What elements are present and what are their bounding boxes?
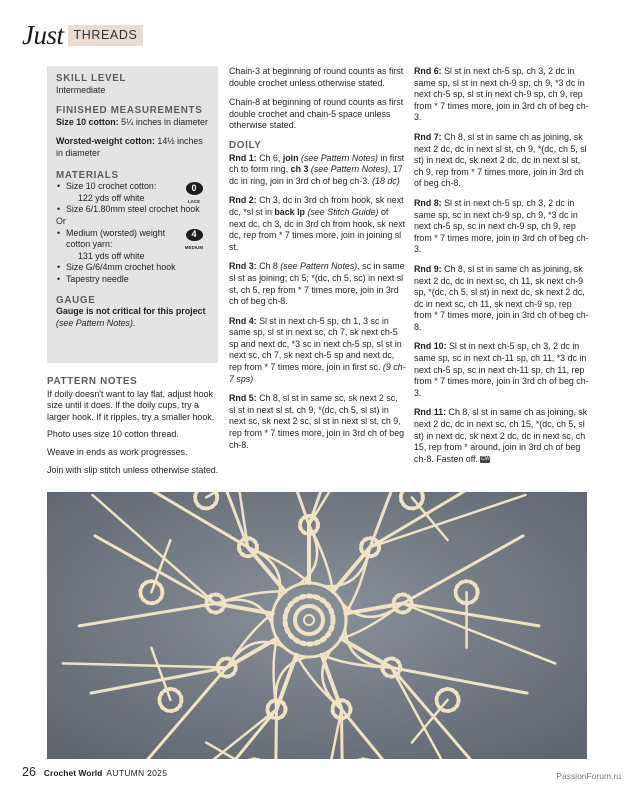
magazine-title: Crochet World <box>43 768 103 778</box>
page-footer <box>22 765 167 779</box>
instructions-column-1 <box>229 66 406 459</box>
gauge-heading: GAUGE <box>56 294 96 306</box>
note-paragraph: Photo uses size 10 cotton thread. <box>47 429 179 440</box>
note-paragraph: Join with slip stitch unless otherwise stated. <box>47 464 219 475</box>
yarn-weight-medium-icon: 4 MEDIUM <box>184 228 204 250</box>
material-item: • Tapestry needle <box>56 274 210 286</box>
materials-group-thread <box>56 181 210 216</box>
materials-group-yarn <box>56 228 210 286</box>
note-paragraph: Weave in ends as work progresses. <box>47 446 188 457</box>
doily-photo <box>47 492 587 759</box>
round-2: Rnd 2: Ch 3, dc in 3rd ch from hook, sk next dc, *sl st in back lp (see Stitch Guide) of next dc, ch 3, dc in 3rd ch from hook, sk next dc, rep from * 7 times more, join in joining sl st. <box>229 195 406 252</box>
round-6: Rnd 6: Sl st in next ch-5 sp, ch 3, 2 dc in same sp, sl st in next ch-9 sp, ch 9, *3 dc in next ch-5 sp, sl st in next ch-9 sp, ch 9, rep from * 7 times more, join in 3rd ch of beg ch-3. <box>414 66 589 123</box>
round-1: Rnd 1: Ch 6, join (see Pattern Notes) in first ch to form ring, ch 3 (see Pattern Notes), 17 dc in ring, join in 3rd ch of beg ch-3. (18 dc) <box>229 152 405 186</box>
material-item: • Size G/6/4mm crochet hook <box>56 262 210 274</box>
pattern-notes <box>47 376 223 476</box>
round-7: Rnd 7: Ch 8, sl st in same ch as joining, sk next 2 dc, dc in next sl st, ch 9, *(dc, ch 5, sl st) in next dc, sk next 2 dc, dc in next sl st, ch 9, rep from * 7 times more, join in 3rd ch of beg ch-8. <box>414 131 587 189</box>
round-5: Rnd 5: Ch 8, sl st in same sc, sk next 2 sc, sl st in next sl st, ch 9, *(dc, ch 5, sl st) in next sc, sk next 2 sc, sl st in next sl st, ch 9, rep from * 7 times more, join in 3rd ch of beg ch-8. <box>229 393 405 450</box>
pattern-notes-heading: PATTERN NOTES <box>47 376 138 387</box>
size10-label: Size 10 cotton: <box>56 116 119 127</box>
worsted-label: Worsted-weight cotton: <box>56 136 155 147</box>
size10-value: 5¼ inches in diameter <box>118 116 208 127</box>
skill-level-value: Intermediate <box>56 84 106 95</box>
note-paragraph: If doily doesn't want to lay flat, adjust hook size until it does. If the doily cups, try a larger hook. If it ripples, try a smaller hook. <box>47 388 215 422</box>
doily-illustration <box>47 492 587 759</box>
materials-heading: MATERIALS <box>56 169 119 181</box>
doily-heading: DOILY <box>229 139 262 151</box>
header-section-tag: THREADS <box>68 25 144 46</box>
material-item: • Size 10 crochet cotton: 122 yds off white <box>56 181 210 204</box>
yarn-weight-lace-icon: 0 LACE <box>185 182 203 207</box>
round-4: Rnd 4: Sl st in next ch-5 sp, ch 1, 3 sc in same sp, sl st in next sc, ch 7, sk next ch-5 sp and next dc, *3 sc in next ch-5 sp, sl st in next sc, ch 7, sk next ch-5 sp and next dc, rep from * 7 times more, join in first sc. (9 ch-7 sps) <box>229 315 406 384</box>
pattern-info-box <box>47 66 218 363</box>
size10-measurement <box>56 117 210 129</box>
materials-or: Or <box>56 215 66 226</box>
end-of-pattern-icon: CW <box>481 455 490 462</box>
chain8-note: Chain-8 at beginning of round counts as first double crochet and chain-5 space unless otherwise stated. <box>229 97 404 131</box>
header-script-word: Just <box>22 19 64 50</box>
material-item: • Size 6/1.80mm steel crochet hook <box>56 204 210 216</box>
gauge-text: Gauge is not critical for this project (see Pattern Notes). <box>56 306 206 328</box>
instructions-column-2 <box>414 66 591 473</box>
round-9: Rnd 9: Ch 8, sl st in same ch as joining, sk next 2 dc, dc in next sc, ch 11, sk next ch-9 sp, *(dc, ch 5, sl st) in next dc, sk next 2 dc, dc in next sc, ch 11, sk next ch-9 sp, rep from * 7 times more, join in 3rd ch of beg ch-8. <box>414 263 589 332</box>
round-11: Rnd 11: Ch 8, sl st in same ch as joining, sk next 2 dc, dc in next sc, ch 15, *(dc, ch 5, sl st) in next dc, sk next 2 dc, dc in next sc, ch 15, rep from * around, join in 3rd ch of beg ch-8. Fasten off. CW <box>414 407 588 464</box>
page-number: 26 <box>22 765 36 779</box>
issue-date: AUTUMN 2025 <box>106 768 168 778</box>
watermark: PassionForum.ru <box>556 771 621 781</box>
round-8: Rnd 8: Sl st in next ch-5 sp, ch 3, 2 dc in same sp, sc in next ch-9 sp, ch 9, *3 dc in next ch-5 sp, sc in next ch-9 sp, ch 9, rep from * 7 times more, join in 3rd ch of beg ch-3. <box>414 197 589 255</box>
skill-level-heading: SKILL LEVEL <box>56 73 127 84</box>
worsted-value: 14½ inches in diameter <box>56 136 203 158</box>
section-header <box>22 18 143 52</box>
round-10: Rnd 10: Sl st in next ch-5 sp, ch 3, 2 dc in same sp, sc in next ch-11 sp, ch 11, *3 dc in next ch-5 sp, sc in next ch-11 sp, ch 11, rep from * 7 times more, join in 3rd ch of beg ch-3. <box>414 341 589 398</box>
material-item: • Medium (worsted) weight cotton yarn: 131 yds off white <box>56 228 210 263</box>
round-3: Rnd 3: Ch 8 (see Pattern Notes), sc in same sl st as joining; ch 5; *(dc, ch 5, sc) in next sl st, ch 5, rep from * 7 times more, join in 3rd ch of beg ch-8. <box>229 261 405 307</box>
doily-thread <box>275 709 277 759</box>
doily-thread <box>341 709 343 759</box>
finished-measurements-heading: FINISHED MEASUREMENTS <box>56 105 203 117</box>
chain3-note: Chain-3 at beginning of round counts as first double crochet unless otherwise stated. <box>229 66 404 88</box>
worsted-measurement <box>56 136 210 159</box>
